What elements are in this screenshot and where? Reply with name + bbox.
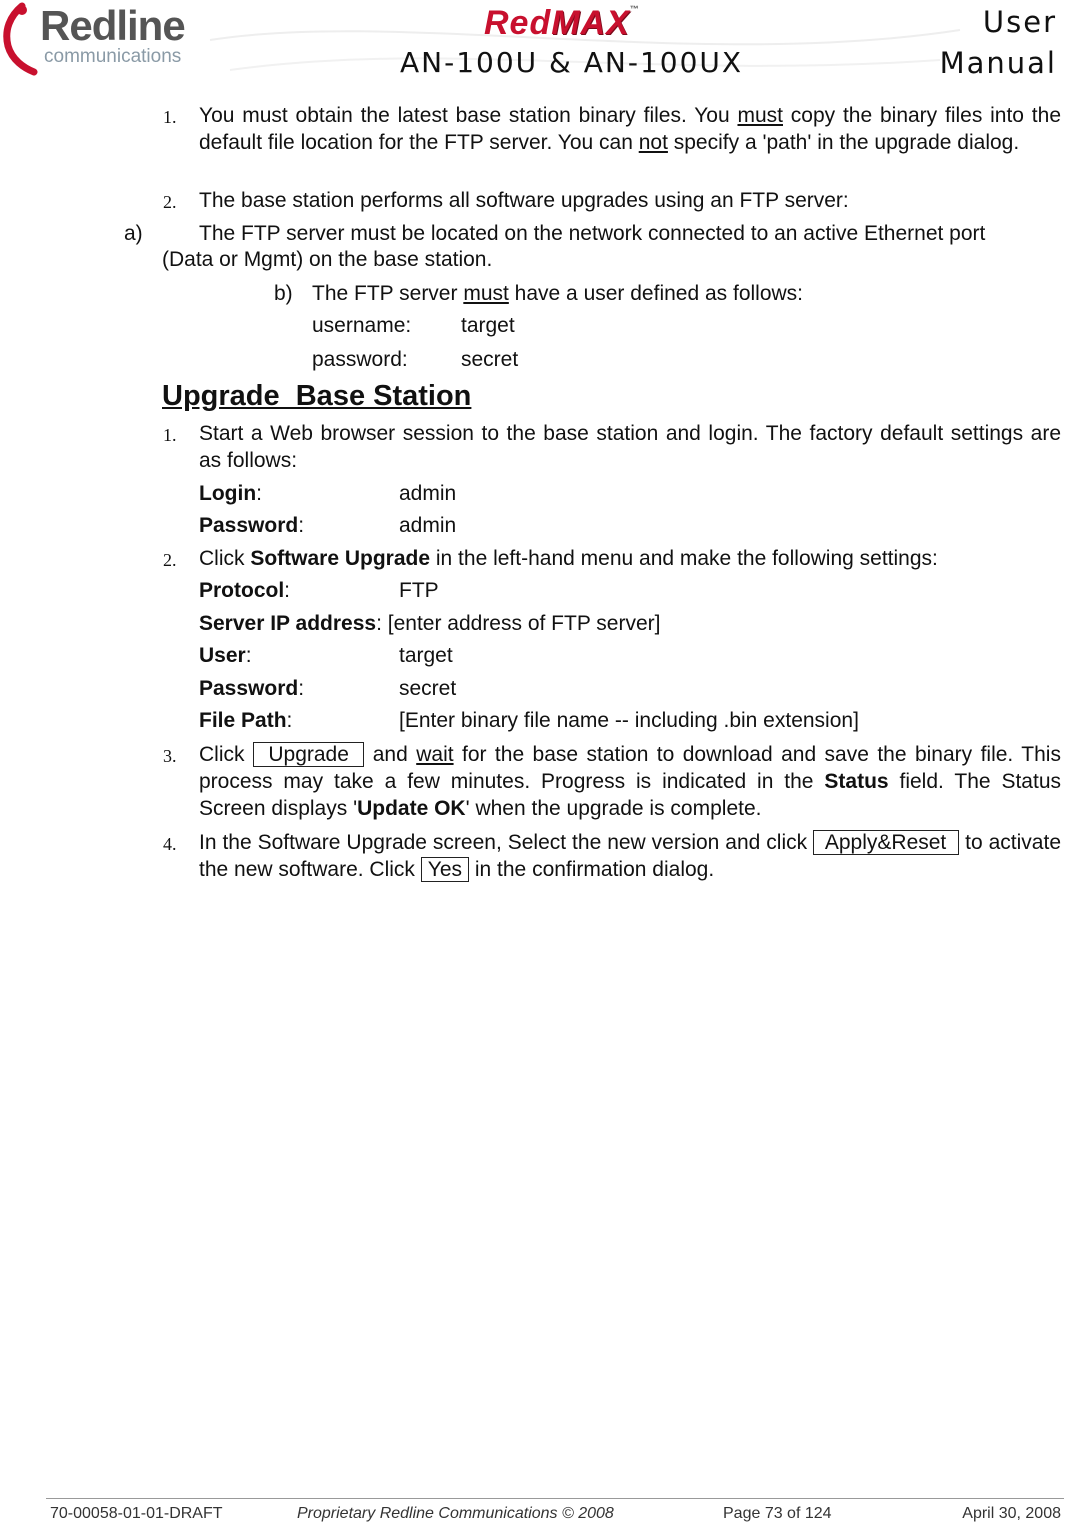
text-run: Click <box>199 547 251 570</box>
login-value: admin <box>399 482 457 505</box>
yes-button-reference: Yes <box>421 857 469 882</box>
list-number: 4. <box>163 834 177 854</box>
list-item <box>199 741 1061 822</box>
list-number: 2. <box>163 192 177 212</box>
server-ip-setting <box>199 610 660 637</box>
server-ip-value: : [enter address of FTP server] <box>376 612 661 635</box>
page-header <box>0 0 1065 90</box>
protocol-key-label: Protocol <box>199 579 285 602</box>
list-number: 1. <box>163 425 177 445</box>
footer-divider <box>46 1498 1064 1499</box>
section-heading: Upgrade Base Station <box>162 380 472 412</box>
file-path-key-label: File Path <box>199 709 287 732</box>
status-field-reference: Status <box>824 770 889 793</box>
footer-date: April 30, 2008 <box>962 1505 1061 1522</box>
footer-doc-id: 70-00058-01-01-DRAFT <box>50 1505 223 1522</box>
password-key-label: Password <box>199 514 299 537</box>
text-run: Click <box>199 743 253 766</box>
upgrade-button-reference: Upgrade <box>253 742 364 767</box>
username-value: target <box>461 314 515 337</box>
text-run: have a user defined as follows: <box>508 282 804 305</box>
list-number: 3. <box>163 746 177 766</box>
sub-item-label: a) <box>124 222 143 245</box>
footer-copyright: Proprietary Redline Communications © 2008 <box>297 1505 614 1522</box>
list-number: 1. <box>163 107 177 127</box>
text-run: and <box>364 743 417 766</box>
text-run: in the confirmation dialog. <box>469 858 715 881</box>
footer-page-number: Page 73 of 124 <box>723 1505 832 1522</box>
text-run: The FTP server <box>312 282 464 305</box>
document-type-line1: User <box>982 5 1057 39</box>
emphasis-underline: not <box>638 131 668 154</box>
sub-item-text <box>312 280 1052 307</box>
redline-mark-icon <box>0 2 40 78</box>
user-value: target <box>399 644 453 667</box>
redmax-logo-max: MAX <box>551 4 630 42</box>
protocol-value: FTP <box>399 579 439 602</box>
text-run: to activate the new software. Click <box>199 831 1062 881</box>
list-item <box>199 545 1061 572</box>
username-key: username: <box>312 314 412 337</box>
apply-reset-button-reference: Apply&Reset <box>813 830 959 855</box>
list-item <box>199 829 1061 883</box>
password-value: secret <box>461 348 519 371</box>
login-key-label: Login <box>199 482 257 505</box>
text-run: In the Software Upgrade screen, Select the new version and click <box>199 831 814 854</box>
list-item <box>199 102 1061 156</box>
redline-logo <box>0 2 210 78</box>
sub-item-label: b) <box>274 282 293 305</box>
text-run: field. The Status Screen displays ' <box>199 770 1061 820</box>
login-key: Login: <box>199 482 262 505</box>
text-run: copy the binary files into the default file location for the FTP server. You can <box>199 104 1061 154</box>
file-path-key: File Path: <box>199 709 293 732</box>
file-path-value: [Enter binary file name -- including .bin extension] <box>399 709 859 732</box>
update-ok-reference: Update OK <box>357 797 466 820</box>
list-item: Start a Web browser session to the base station and login. The factory default settings are as follows: <box>199 422 1061 472</box>
document-type <box>940 2 1057 84</box>
list-item: The base station performs all software upgrades using an FTP server: <box>199 189 849 212</box>
password-key: password: <box>312 348 408 371</box>
redmax-logo <box>484 4 640 43</box>
server-ip-key-label: Server IP address <box>199 612 377 635</box>
sub-item-text-continued: (Data or Mgmt) on the base station. <box>162 248 493 271</box>
password-key-label: Password <box>199 677 299 700</box>
redline-logo-word: Redline <box>40 2 185 49</box>
document-type-line2: Manual <box>939 46 1057 80</box>
password-key: Password: <box>199 514 305 537</box>
emphasis-underline: must <box>463 282 509 305</box>
emphasis-underline: must <box>737 104 783 127</box>
user-key: User: <box>199 644 252 667</box>
text-run: You must obtain the latest base station binary files. You <box>199 104 738 127</box>
text-run: in the left-hand menu and make the following settings: <box>430 547 938 570</box>
product-model: AN-100U & AN-100UX <box>400 46 744 79</box>
password-key: Password: <box>199 677 305 700</box>
protocol-key: Protocol: <box>199 579 291 602</box>
text-run: specify a 'path' in the upgrade dialog. <box>667 131 1020 154</box>
password-value: secret <box>399 677 457 700</box>
redline-logo-sub: communications <box>44 46 182 67</box>
user-key-label: User <box>199 644 246 667</box>
sub-item-text: The FTP server must be located on the network connected to an active Ethernet port <box>199 222 986 245</box>
emphasis-underline: wait <box>416 743 454 766</box>
list-number: 2. <box>163 550 177 570</box>
text-run: for the base station to download and save the binary file. This process may take a few minutes. Progress is indicated in the <box>199 743 1061 793</box>
text-run: ' when the upgrade is complete. <box>465 797 762 820</box>
menu-reference-bold: Software Upgrade <box>250 547 431 570</box>
redmax-logo-red: Red <box>484 4 552 42</box>
trademark-symbol: ™ <box>629 4 640 14</box>
password-value: admin <box>399 514 457 537</box>
